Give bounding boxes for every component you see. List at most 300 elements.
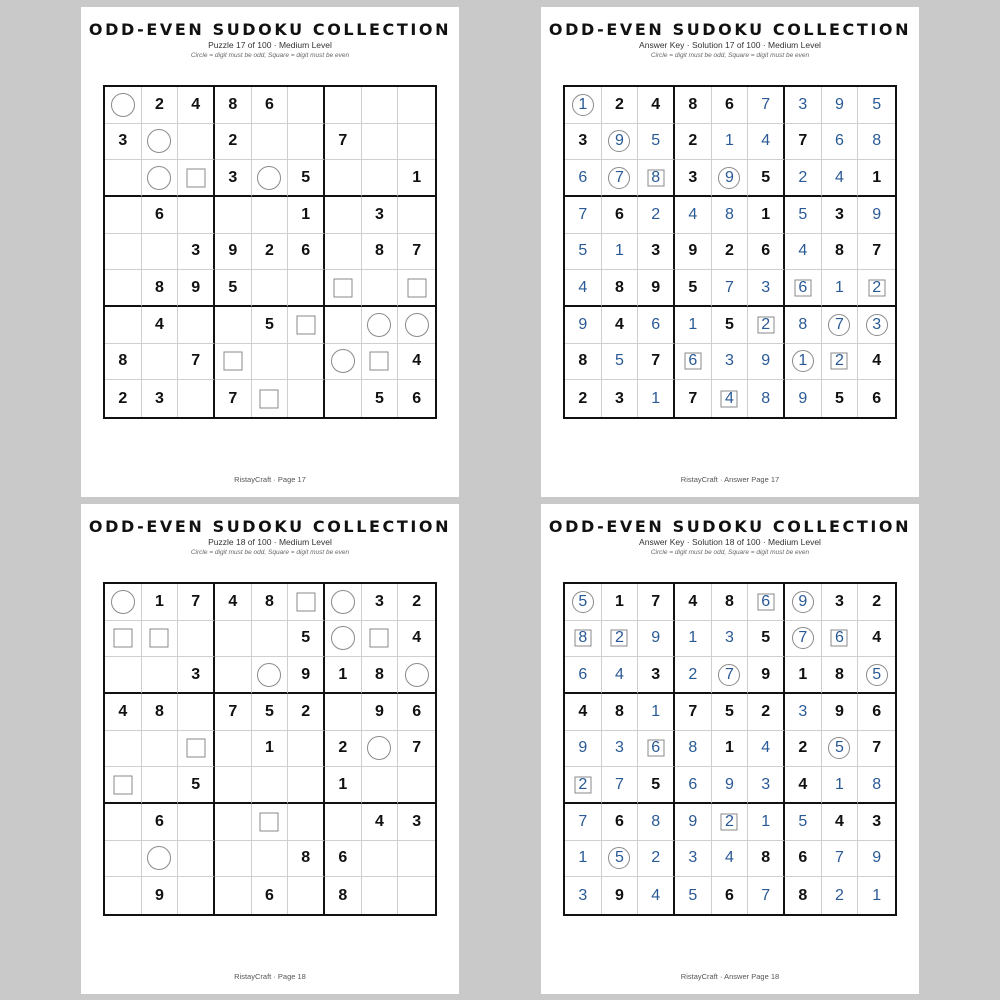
odd-circle-marker <box>111 93 135 117</box>
sudoku-cell <box>712 124 749 161</box>
solution-digit: 2 <box>651 849 661 867</box>
solution-digit: 8 <box>872 132 882 150</box>
sudoku-cell <box>638 234 675 271</box>
sudoku-cell <box>215 584 252 621</box>
given-digit: 5 <box>835 389 844 407</box>
sudoku-cell <box>785 767 822 804</box>
odd-circle-marker <box>331 626 355 650</box>
sudoku-cell <box>822 234 859 271</box>
sudoku-cell <box>602 584 639 621</box>
even-square-marker <box>223 352 242 371</box>
sudoku-cell <box>398 731 435 768</box>
solution-digit: 4 <box>578 278 588 296</box>
given-digit: 8 <box>301 849 311 867</box>
solution-digit: 6 <box>688 775 698 793</box>
given-digit: 6 <box>301 242 311 260</box>
sudoku-cell <box>565 380 602 417</box>
sudoku-cell <box>362 694 399 731</box>
sudoku-cell <box>785 160 822 197</box>
sudoku-cell <box>178 197 215 234</box>
sudoku-cell <box>215 270 252 307</box>
solution-digit: 7 <box>578 205 588 223</box>
sudoku-cell <box>252 694 289 731</box>
sudoku-cell <box>785 731 822 768</box>
sudoku-cell <box>565 307 602 344</box>
sudoku-cell <box>252 584 289 621</box>
solution-digit: 8 <box>651 812 661 830</box>
solution-digit: 9 <box>872 205 882 223</box>
even-square-marker <box>260 389 279 408</box>
sudoku-cell <box>748 197 785 234</box>
given-digit: 4 <box>872 629 882 647</box>
given-digit: 2 <box>725 242 734 260</box>
solution-digit: 4 <box>688 205 698 223</box>
solution-digit: 2 <box>798 168 808 186</box>
sudoku-cell <box>858 621 895 658</box>
sudoku-cell <box>215 160 252 197</box>
sudoku-cell <box>142 380 179 417</box>
solution-digit: 4 <box>725 389 734 407</box>
sudoku-cell <box>215 307 252 344</box>
sudoku-cell <box>325 877 362 914</box>
given-digit: 8 <box>688 95 698 113</box>
sudoku-cell <box>362 841 399 878</box>
sudoku-cell <box>638 160 675 197</box>
sudoku-cell <box>822 621 859 658</box>
given-digit: 5 <box>265 702 274 720</box>
sudoku-cell <box>675 841 712 878</box>
sudoku-cell <box>712 160 749 197</box>
page-footer: RistayCraft · Page 17 <box>234 475 306 484</box>
solution-digit: 2 <box>651 205 661 223</box>
odd-circle-marker <box>405 663 429 687</box>
page-subtitle: Answer Key · Solution 18 of 100 · Medium Level <box>639 537 821 547</box>
sudoku-cell <box>712 841 749 878</box>
solution-digit: 9 <box>615 132 624 150</box>
sudoku-cell <box>785 87 822 124</box>
sudoku-cell <box>565 767 602 804</box>
sudoku-cell <box>288 841 325 878</box>
sudoku-cell <box>142 841 179 878</box>
sudoku-cell <box>858 234 895 271</box>
given-digit: 5 <box>301 168 311 186</box>
sudoku-cell <box>105 621 142 658</box>
solution-digit: 4 <box>651 886 661 904</box>
sudoku-cell <box>398 841 435 878</box>
sudoku-cell <box>712 307 749 344</box>
given-digit: 3 <box>651 665 661 683</box>
given-digit: 3 <box>615 389 624 407</box>
solution-digit: 9 <box>798 592 808 610</box>
given-digit: 1 <box>412 168 422 186</box>
sudoku-cell <box>858 584 895 621</box>
even-square-marker <box>150 629 169 648</box>
page-subtitle: Answer Key · Solution 17 of 100 · Medium Level <box>639 40 821 50</box>
sudoku-cell <box>325 270 362 307</box>
sudoku-cell <box>325 307 362 344</box>
given-digit: 3 <box>228 168 238 186</box>
given-digit: 2 <box>118 389 128 407</box>
sudoku-cell <box>252 270 289 307</box>
given-digit: 1 <box>798 665 808 683</box>
sudoku-cell <box>325 731 362 768</box>
odd-circle-marker <box>367 313 391 337</box>
solution-digit: 6 <box>578 665 588 683</box>
sudoku-cell <box>252 657 289 694</box>
sudoku-cell <box>398 877 435 914</box>
sudoku-cell <box>215 694 252 731</box>
sudoku-cell <box>142 124 179 161</box>
solution-digit: 1 <box>761 812 771 830</box>
solution-digit: 7 <box>615 168 624 186</box>
sudoku-cell <box>602 307 639 344</box>
given-digit: 1 <box>725 739 734 757</box>
sudoku-cell <box>325 621 362 658</box>
sudoku-cell <box>565 344 602 381</box>
sudoku-cell <box>785 694 822 731</box>
solution-digit: 4 <box>615 665 624 683</box>
sudoku-cell <box>565 694 602 731</box>
given-digit: 4 <box>688 592 698 610</box>
sudoku-cell <box>712 380 749 417</box>
solution-digit: 3 <box>761 278 771 296</box>
given-digit: 2 <box>615 95 624 113</box>
sudoku-cell <box>565 270 602 307</box>
given-digit: 4 <box>228 592 238 610</box>
sudoku-cell <box>398 694 435 731</box>
sudoku-cell <box>105 657 142 694</box>
sudoku-cell <box>288 584 325 621</box>
given-digit: 1 <box>301 205 311 223</box>
solution-digit: 5 <box>835 739 844 757</box>
solution-digit: 2 <box>725 812 734 830</box>
sudoku-cell <box>178 124 215 161</box>
sudoku-cell <box>785 657 822 694</box>
sudoku-cell <box>748 584 785 621</box>
sudoku-cell <box>748 694 785 731</box>
given-digit: 8 <box>155 702 164 720</box>
solution-digit: 9 <box>872 849 882 867</box>
given-digit: 4 <box>835 812 844 830</box>
solution-digit: 7 <box>835 849 844 867</box>
sudoku-cell <box>638 841 675 878</box>
solution-digit: 4 <box>725 849 734 867</box>
sudoku-cell <box>822 657 859 694</box>
sudoku-cell <box>398 584 435 621</box>
solution-digit: 5 <box>688 886 698 904</box>
sudoku-cell <box>105 584 142 621</box>
sudoku-cell <box>215 877 252 914</box>
sudoku-cell <box>602 804 639 841</box>
given-digit: 9 <box>688 242 698 260</box>
sudoku-cell <box>785 234 822 271</box>
page-footer: RistayCraft · Answer Page 17 <box>680 475 780 484</box>
given-digit: 8 <box>835 665 844 683</box>
sudoku-cell <box>288 160 325 197</box>
sudoku-cell <box>858 841 895 878</box>
given-digit: 4 <box>412 352 422 370</box>
sudoku-cell <box>325 87 362 124</box>
given-digit: 3 <box>191 242 201 260</box>
sudoku-grid <box>563 85 897 419</box>
sudoku-cell <box>602 270 639 307</box>
sudoku-cell <box>105 124 142 161</box>
sudoku-cell <box>142 767 179 804</box>
solution-digit: 2 <box>761 315 771 333</box>
sudoku-cell <box>252 87 289 124</box>
solution-digit: 1 <box>725 132 734 150</box>
sudoku-cell <box>565 87 602 124</box>
sudoku-cell <box>215 804 252 841</box>
sudoku-cell <box>178 160 215 197</box>
sudoku-cell <box>785 380 822 417</box>
sudoku-cell <box>638 197 675 234</box>
sudoku-cell <box>565 234 602 271</box>
given-digit: 3 <box>688 168 698 186</box>
even-square-marker <box>370 629 389 648</box>
sudoku-cell <box>105 270 142 307</box>
page-title: ODD-EVEN SUDOKU COLLECTION <box>548 517 912 536</box>
sudoku-cell <box>785 344 822 381</box>
given-digit: 5 <box>191 775 201 793</box>
given-digit: 4 <box>155 315 164 333</box>
sudoku-cell <box>858 197 895 234</box>
solution-digit: 1 <box>835 278 844 296</box>
given-digit: 6 <box>155 812 164 830</box>
sudoku-cell <box>362 657 399 694</box>
sudoku-cell <box>565 160 602 197</box>
odd-circle-marker <box>111 590 135 614</box>
solution-digit: 6 <box>835 132 844 150</box>
given-digit: 7 <box>228 702 238 720</box>
solution-digit: 7 <box>725 665 734 683</box>
sudoku-cell <box>142 621 179 658</box>
given-digit: 2 <box>872 592 882 610</box>
sudoku-cell <box>178 234 215 271</box>
sudoku-cell <box>675 160 712 197</box>
solution-digit: 1 <box>872 886 882 904</box>
given-digit: 6 <box>872 389 882 407</box>
solution-digit: 1 <box>688 315 698 333</box>
sudoku-cell <box>785 270 822 307</box>
given-digit: 9 <box>835 702 844 720</box>
sudoku-cell <box>215 621 252 658</box>
given-digit: 8 <box>118 352 128 370</box>
sudoku-cell <box>325 124 362 161</box>
sudoku-cell <box>675 380 712 417</box>
sudoku-cell <box>748 270 785 307</box>
odd-circle-marker <box>331 590 355 614</box>
given-digit: 5 <box>301 629 311 647</box>
sudoku-cell <box>252 234 289 271</box>
sudoku-cell <box>822 124 859 161</box>
sudoku-cell <box>325 344 362 381</box>
sudoku-cell <box>215 767 252 804</box>
sudoku-cell <box>252 160 289 197</box>
given-digit: 1 <box>338 775 348 793</box>
sudoku-cell <box>712 344 749 381</box>
given-digit: 9 <box>191 278 201 296</box>
sudoku-cell <box>398 767 435 804</box>
sudoku-cell <box>748 657 785 694</box>
sudoku-cell <box>675 877 712 914</box>
sudoku-cell <box>565 657 602 694</box>
sudoku-cell <box>288 307 325 344</box>
given-digit: 1 <box>265 739 274 757</box>
sudoku-cell <box>712 877 749 914</box>
sudoku-cell <box>288 197 325 234</box>
odd-circle-marker <box>331 349 355 373</box>
sudoku-cell <box>565 621 602 658</box>
sudoku-cell <box>215 841 252 878</box>
given-digit: 7 <box>872 739 882 757</box>
sudoku-cell <box>142 877 179 914</box>
sudoku-cell <box>602 380 639 417</box>
sudoku-cell <box>602 124 639 161</box>
odd-circle-marker <box>257 663 281 687</box>
sudoku-cell <box>178 877 215 914</box>
sudoku-cell <box>178 87 215 124</box>
solution-digit: 6 <box>798 278 808 296</box>
sudoku-cell <box>142 234 179 271</box>
solution-digit: 6 <box>835 629 844 647</box>
solution-digit: 5 <box>615 849 624 867</box>
sudoku-cell <box>675 657 712 694</box>
answer-page-18 <box>541 504 919 994</box>
sudoku-cell <box>602 344 639 381</box>
given-digit: 7 <box>412 242 422 260</box>
sudoku-cell <box>712 87 749 124</box>
given-digit: 2 <box>338 739 348 757</box>
given-digit: 5 <box>228 278 238 296</box>
solution-digit: 8 <box>798 315 808 333</box>
page-title: ODD-EVEN SUDOKU COLLECTION <box>548 20 912 39</box>
given-digit: 6 <box>725 95 734 113</box>
sudoku-cell <box>638 694 675 731</box>
given-digit: 8 <box>615 278 624 296</box>
solution-digit: 1 <box>835 775 844 793</box>
solution-digit: 1 <box>688 629 698 647</box>
sudoku-cell <box>142 804 179 841</box>
solution-digit: 5 <box>651 132 661 150</box>
sudoku-cell <box>858 160 895 197</box>
sudoku-cell <box>675 731 712 768</box>
sudoku-cell <box>712 621 749 658</box>
page-title: ODD-EVEN SUDOKU COLLECTION <box>88 20 452 39</box>
sudoku-cell <box>362 160 399 197</box>
solution-digit: 1 <box>578 95 588 113</box>
sudoku-cell <box>398 344 435 381</box>
solution-digit: 6 <box>688 352 698 370</box>
sudoku-cell <box>675 197 712 234</box>
sudoku-cell <box>858 767 895 804</box>
given-digit: 3 <box>118 132 128 150</box>
sudoku-cell <box>362 621 399 658</box>
sudoku-cell <box>178 731 215 768</box>
given-digit: 6 <box>265 886 274 904</box>
sudoku-cell <box>675 767 712 804</box>
given-digit: 7 <box>688 389 698 407</box>
given-digit: 1 <box>761 205 771 223</box>
sudoku-cell <box>288 234 325 271</box>
solution-digit: 5 <box>798 205 808 223</box>
sudoku-cell <box>362 87 399 124</box>
sudoku-cell <box>105 307 142 344</box>
given-digit: 4 <box>412 629 422 647</box>
given-digit: 3 <box>375 592 384 610</box>
rule-legend: Circle = digit must be odd, Square = digit must be even <box>190 549 350 556</box>
odd-circle-marker <box>257 166 281 190</box>
solution-digit: 6 <box>651 315 661 333</box>
sudoku-cell <box>215 731 252 768</box>
sudoku-cell <box>602 877 639 914</box>
sudoku-cell <box>398 160 435 197</box>
sudoku-cell <box>252 621 289 658</box>
given-digit: 6 <box>412 702 422 720</box>
rule-legend: Circle = digit must be odd, Square = digit must be even <box>650 549 810 556</box>
given-digit: 4 <box>191 95 201 113</box>
solution-digit: 3 <box>872 315 882 333</box>
given-digit: 2 <box>228 132 238 150</box>
even-square-marker <box>186 168 205 187</box>
given-digit: 5 <box>725 702 734 720</box>
given-digit: 4 <box>872 352 882 370</box>
sudoku-cell <box>178 841 215 878</box>
sudoku-cell <box>398 380 435 417</box>
sudoku-cell <box>602 234 639 271</box>
solution-digit: 1 <box>651 702 661 720</box>
sudoku-cell <box>288 380 325 417</box>
sudoku-cell <box>748 87 785 124</box>
sudoku-cell <box>105 804 142 841</box>
given-digit: 3 <box>872 812 882 830</box>
sudoku-cell <box>748 767 785 804</box>
sudoku-cell <box>785 124 822 161</box>
sudoku-cell <box>362 307 399 344</box>
given-digit: 8 <box>725 592 734 610</box>
sudoku-cell <box>325 584 362 621</box>
given-digit: 6 <box>761 242 771 260</box>
sudoku-cell <box>105 160 142 197</box>
given-digit: 9 <box>301 665 311 683</box>
sudoku-cell <box>822 767 859 804</box>
sudoku-cell <box>142 584 179 621</box>
sudoku-cell <box>362 380 399 417</box>
sudoku-cell <box>142 657 179 694</box>
solution-digit: 7 <box>835 315 844 333</box>
sudoku-cell <box>748 841 785 878</box>
sudoku-cell <box>288 804 325 841</box>
sudoku-cell <box>602 621 639 658</box>
sudoku-cell <box>638 767 675 804</box>
sudoku-cell <box>398 270 435 307</box>
given-digit: 7 <box>338 132 348 150</box>
sudoku-cell <box>362 804 399 841</box>
sudoku-cell <box>822 731 859 768</box>
sudoku-cell <box>822 841 859 878</box>
solution-digit: 9 <box>835 95 844 113</box>
solution-digit: 3 <box>798 702 808 720</box>
given-digit: 7 <box>651 352 661 370</box>
given-digit: 6 <box>872 702 882 720</box>
sudoku-cell <box>712 270 749 307</box>
sudoku-cell <box>362 124 399 161</box>
solution-digit: 3 <box>798 95 808 113</box>
sudoku-cell <box>288 767 325 804</box>
sudoku-cell <box>215 197 252 234</box>
even-square-marker <box>370 352 389 371</box>
sudoku-cell <box>398 234 435 271</box>
